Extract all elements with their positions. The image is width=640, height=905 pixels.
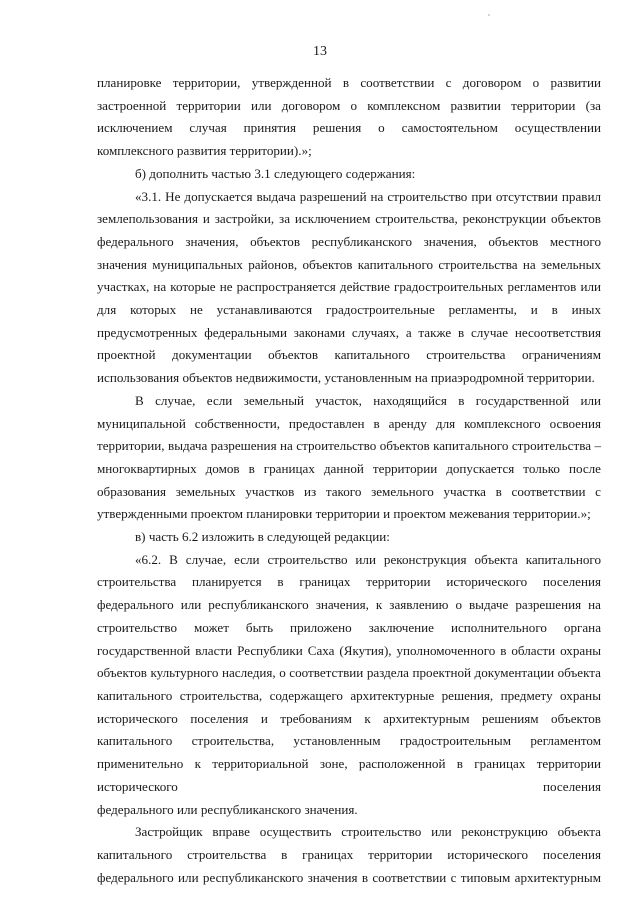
paragraph-amendment-v bbox=[97, 526, 601, 549]
text-line: землепользования и застройки, за исключением строительства, реконструкции объектов bbox=[97, 211, 601, 227]
text-line: образования земельных участков из такого земельного участка в соответствии с bbox=[97, 483, 601, 499]
text-line: муниципальной собственности, предоставлен в аренду для комплексного освоения bbox=[97, 415, 601, 431]
text-line: комплексного развития территории).»; bbox=[97, 143, 312, 159]
text-line: участках, на которые не распространяется действие градостроительных регламентов или bbox=[97, 279, 601, 295]
paragraph-part-3-1 bbox=[97, 186, 601, 368]
text-line: федерального или республиканского значения в соответствии с типовым архитектурным bbox=[97, 869, 601, 885]
text-line: Застройщик вправе осуществить строительство или реконструкцию объекта bbox=[135, 824, 601, 840]
text-line: капитального строительства в границах территории исторического поселения bbox=[97, 846, 601, 862]
text-line: может быть приложено заключение исполнительного органа государственной власти bbox=[97, 619, 601, 658]
text-line: или республиканского значения, к заявлению о выдаче разрешения на строительство bbox=[97, 597, 601, 635]
text-line: б) дополнить частью 3.1 следующего содержания: bbox=[135, 165, 416, 181]
text-line: территории, выдача разрешения на строительство объектов капитального строительства – bbox=[97, 438, 601, 454]
paragraph-developer-right bbox=[97, 821, 601, 889]
text-line: предусмотренных федеральными законами случаях, а также в случае несоответствия bbox=[97, 324, 601, 340]
text-line: «6.2. В случае, если строительство или реконструкция объекта капитального bbox=[135, 551, 601, 567]
text-line: проектной документации объектов капитального строительства ограничениям bbox=[97, 347, 601, 363]
text-line: Республики Саха (Якутия), уполномоченного в области охраны объектов культурного bbox=[97, 642, 601, 681]
text-line: «3.1. Не допускается выдача разрешений на строительство при отсутствии правил bbox=[135, 188, 601, 204]
text-line: многоквартирных домов в границах данной территории допускается только после bbox=[97, 460, 601, 476]
text-line: утвержденными проектом планировки территории и проектом межевания территории.»; bbox=[97, 506, 591, 522]
scan-speck bbox=[488, 14, 490, 16]
text-line: использования объектов недвижимости, установленным на приаэродромной территории. bbox=[97, 370, 595, 386]
text-line: федерального значения, объектов республиканского значения, объектов местного bbox=[97, 233, 601, 249]
text-line: застроенной территории или договором о комплексном развитии территории bbox=[97, 97, 576, 113]
page-number: 13 bbox=[313, 44, 327, 59]
text-line: строительства, содержащего архитектурные решения, предмету охраны исторического bbox=[97, 687, 601, 726]
text-line: поселения и требованиям к архитектурным решениям объектов капитального bbox=[97, 710, 601, 749]
paragraph-continuation bbox=[97, 72, 601, 140]
paragraph-amendment-b bbox=[97, 163, 601, 186]
paragraph-land-plot-end bbox=[97, 503, 601, 526]
text-line: в) часть 6.2 изложить в следующей редакции: bbox=[135, 529, 390, 545]
text-line: строительства планируется в границах территории исторического поселения федерального bbox=[97, 574, 601, 613]
text-line: наследия, о соответствии раздела проектной документации объекта капитального bbox=[97, 665, 601, 703]
text-line: значения муниципальных районов, объектов капитального строительства на земельных bbox=[97, 256, 601, 272]
text-line: планировке территории, утвержденной в соответствии с договором о развитии bbox=[97, 75, 601, 90]
paragraph-land-plot bbox=[97, 390, 601, 504]
paragraph-continuation-end bbox=[97, 140, 601, 163]
paragraph-part-3-1-end bbox=[97, 367, 601, 390]
document-body bbox=[97, 72, 601, 889]
text-line: федерального или республиканского значения. bbox=[97, 801, 358, 817]
text-line: строительства, установленным градостроительным регламентом применительно к bbox=[97, 733, 601, 772]
paragraph-part-6-2 bbox=[97, 549, 601, 799]
text-line: (за исключением случая принятия решения о самостоятельном осуществлении bbox=[97, 97, 601, 136]
text-line: территориальной зоне, расположенной в границах территории исторического поселения bbox=[97, 756, 602, 794]
text-line: В случае, если земельный участок, находящийся в государственной или bbox=[135, 392, 601, 408]
paragraph-part-6-2-end bbox=[97, 799, 601, 822]
text-line: для которых не устанавливаются градостроительные регламенты, и в иных bbox=[97, 302, 601, 318]
